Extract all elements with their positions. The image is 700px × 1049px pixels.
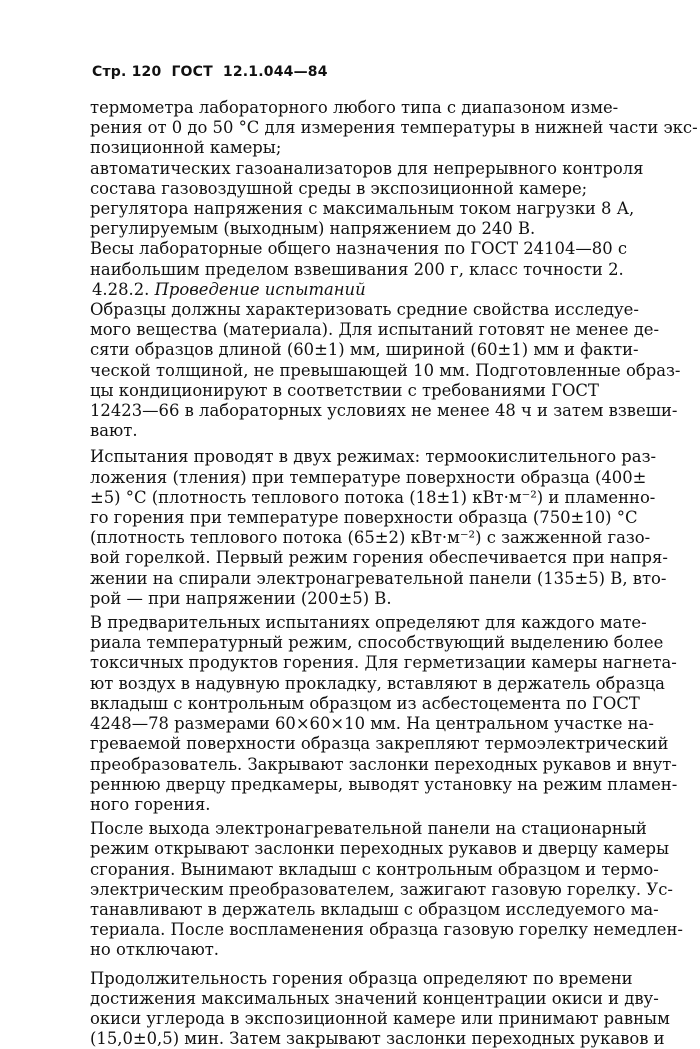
text-line: танавливают в держатель вкладыш с образцом исследуемого ма-: [90, 899, 659, 919]
text-line: (15,0±0,5) мин. Затем закрывают заслонки переходных рукавов и: [90, 1029, 665, 1049]
paragraph-after-panel: [90, 819, 683, 960]
text-line: наибольшим пределом взвешивания 200 г, класс точности 2.: [90, 259, 624, 279]
text-line: регулируемым (выходным) напряжением до 240 В.: [90, 219, 536, 239]
paragraph-voltage-regulator: [90, 199, 638, 239]
section-heading: [90, 280, 638, 300]
text-line: Продолжительность горения образца определяют по времени: [90, 968, 633, 988]
text-line: электрическим преобразователем, зажигают газовую горелку. Ус-: [90, 879, 673, 899]
text-line: токсичных продуктов горения. Для герметизации камеры нагнета-: [90, 653, 677, 673]
text-line: цы кондиционируют в соответствии с требованиями ГОСТ: [90, 380, 599, 400]
text-line: 12423—66 в лабораторных условиях не менее 48 ч и затем взвеши-: [90, 401, 678, 421]
text-line: регулятора напряжения с максимальным током нагрузки 8 А,: [90, 199, 635, 219]
text-line: окиси углерода в экспозиционной камере или принимают равным: [90, 1008, 670, 1028]
text-line: 4248—78 размерами 60×60×10 мм. На центральном участке на-: [90, 714, 654, 734]
paragraph-gas-analyzers: [90, 158, 644, 199]
text-line: В предварительных испытаниях определяют для каждого мате-: [90, 613, 647, 633]
text-line: достижения максимальных значений концентрации окиси и дву-: [90, 988, 659, 1008]
page-number: Стр. 120: [92, 64, 162, 80]
paragraph-scales: [90, 239, 638, 279]
text-line: позиционной камеры;: [90, 138, 282, 158]
paragraph-preliminary-tests: [90, 613, 678, 815]
text-line: (плотность теплового потока (65±2) кВт·м⁻²) с зажженной газо-: [90, 528, 651, 548]
text-line: Образцы должны характеризовать средние свойства исследуе-: [90, 300, 639, 320]
text-line: териала. После воспламенения образца газовую горелку немедлен-: [90, 920, 683, 940]
text-line: режим открывают заслонки переходных рукавов и дверцу камеры: [90, 839, 670, 859]
gost-label: ГОСТ: [171, 64, 213, 80]
document-body: [90, 98, 698, 1049]
text-line: автоматических газоанализаторов для непрерывного контроля: [90, 158, 644, 178]
text-line: жении на спирали электронагревательной панели (135±5) В, вто-: [90, 568, 667, 588]
text-line: греваемой поверхности образца закрепляют термоэлектрический: [90, 734, 669, 754]
text-line: вой горелкой. Первый режим горения обеспечивается при напря-: [90, 548, 668, 568]
text-line: ют воздух в надувную прокладку, вставляют в держатель образца: [90, 673, 665, 693]
standard-number: 12.1.044—84: [222, 64, 328, 80]
text-line: вкладыш с контрольным образцом из асбестоцемента по ГОСТ: [90, 693, 640, 713]
section-number: 4.28.2.: [92, 279, 150, 299]
text-line: ±5) °С (плотность теплового потока (18±1) кВт·м⁻²) и пламенно-: [90, 487, 656, 507]
paragraph-burning-duration: [90, 968, 670, 1049]
text-line: преобразователь. Закрывают заслонки переходных рукавов и внут-: [90, 754, 677, 774]
text-line: ческой толщиной, не превышающей 10 мм. Подготовленные образ-: [90, 360, 681, 380]
text-line: го горения при температуре поверхности образца (750±10) °С: [90, 508, 638, 528]
paragraph-test-modes: [90, 447, 668, 609]
text-line: реннюю дверцу предкамеры, выводят установку на режим пламен-: [90, 774, 678, 794]
paragraph-samples: [90, 300, 681, 441]
text-line: После выхода электронагревательной панели на стационарный: [90, 819, 647, 839]
text-line: Испытания проводят в двух режимах: термоокислительного раз-: [90, 447, 657, 467]
text-line: ного горения.: [90, 794, 211, 814]
text-line: рения от 0 до 50 °С для измерения температуры в нижней части экс-: [90, 118, 698, 138]
text-line: сяти образцов длиной (60±1) мм, шириной (60±1) мм и факти-: [90, 340, 639, 360]
text-line: но отключают.: [90, 940, 220, 960]
section-title: Проведение испытаний: [154, 279, 366, 299]
paragraph-thermometer: [90, 98, 698, 159]
text-line: ложения (тления) при температуре поверхности образца (400±: [90, 467, 647, 487]
text-line: Весы лабораторные общего назначения по ГОСТ 24104—80 с: [90, 239, 628, 259]
text-line: состава газовоздушной среды в экспозиционной камере;: [90, 178, 588, 198]
text-line: рой — при напряжении (200±5) В.: [90, 588, 392, 608]
text-line: сгорания. Вынимают вкладыш с контрольным образцом и термо-: [90, 859, 659, 879]
page-header: [92, 64, 338, 80]
text-line: термометра лабораторного любого типа с диапазоном изме-: [90, 98, 619, 117]
text-line: риала температурный режим, способствующий выделению более: [90, 633, 664, 653]
text-line: вают.: [90, 421, 138, 441]
text-line: мого вещества (материала). Для испытаний готовят не менее де-: [90, 320, 660, 340]
